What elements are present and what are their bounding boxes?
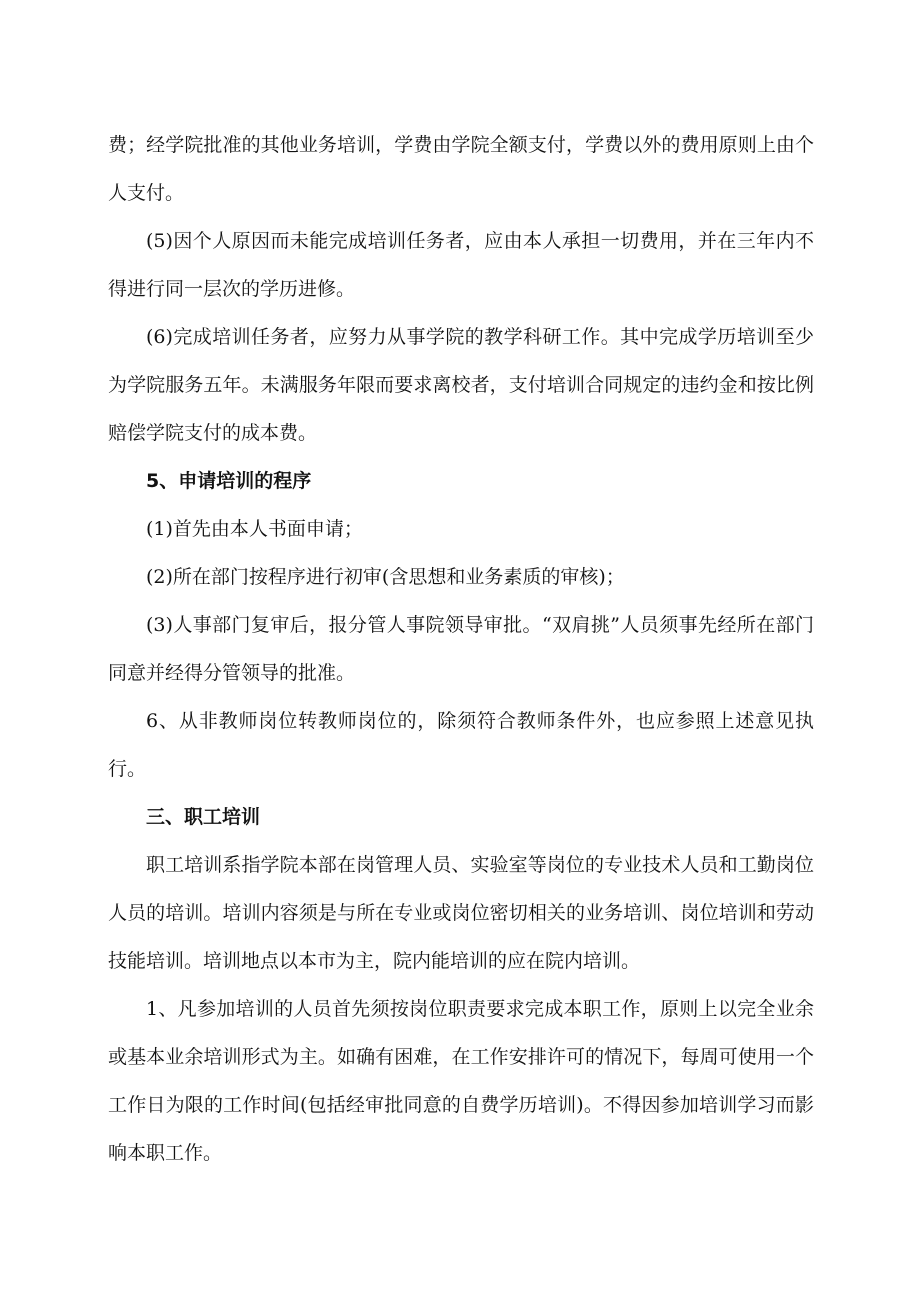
paragraph-item-6-transfer: 6、从非教师岗位转教师岗位的，除须符合教师条件外，也应参照上述意见执行。 <box>108 710 814 780</box>
paragraph-item-5: (5)因个人原因而未能完成培训任务者，应由本人承担一切费用，并在三年内不得进行同一层次的学历进修。 <box>108 230 814 300</box>
paragraph-staff-training-definition: 职工培训系指学院本部在岗管理人员、实验室等岗位的专业技术人员和工勤岗位人员的培训。培训内容须是与所在专业或岗位密切相关的业务培训、岗位培训和劳动技能培训。培训地点以本市为主，院内能培训的应在院内培训。 <box>108 854 814 972</box>
paragraph-procedure-2: (2)所在部门按程序进行初审(含思想和业务素质的审核)； <box>146 566 625 588</box>
paragraph-procedure-1: (1)首先由本人书面申请； <box>146 518 363 540</box>
section-heading-application-procedure: 5、申请培训的程序 <box>146 470 312 492</box>
document-body <box>108 121 814 1177</box>
paragraph-item-6: (6)完成培训任务者，应努力从事学院的教学科研工作。其中完成学历培训至少为学院服务五年。未满服务年限而要求离校者，支付培训合同规定的违约金和按比例赔偿学院支付的成本费。 <box>108 326 814 444</box>
section-heading-staff-training: 三、职工培训 <box>146 806 261 828</box>
paragraph-staff-training-1: 1、凡参加培训的人员首先须按岗位职责要求完成本职工作，原则上以完全业余或基本业余培训形式为主。如确有困难，在工作安排许可的情况下，每周可使用一个工作日为限的工作时间(包括经审批同意的自费学历培训)。不得因参加培训学习而影响本职工作。 <box>108 998 814 1164</box>
paragraph-procedure-3: (3)人事部门复审后，报分管人事院领导审批。“双肩挑”人员须事先经所在部门同意并经得分管领导的批准。 <box>108 614 814 684</box>
paragraph-fee-continuation: 费；经学院批准的其他业务培训，学费由学院全额支付，学费以外的费用原则上由个人支付。 <box>108 134 814 204</box>
